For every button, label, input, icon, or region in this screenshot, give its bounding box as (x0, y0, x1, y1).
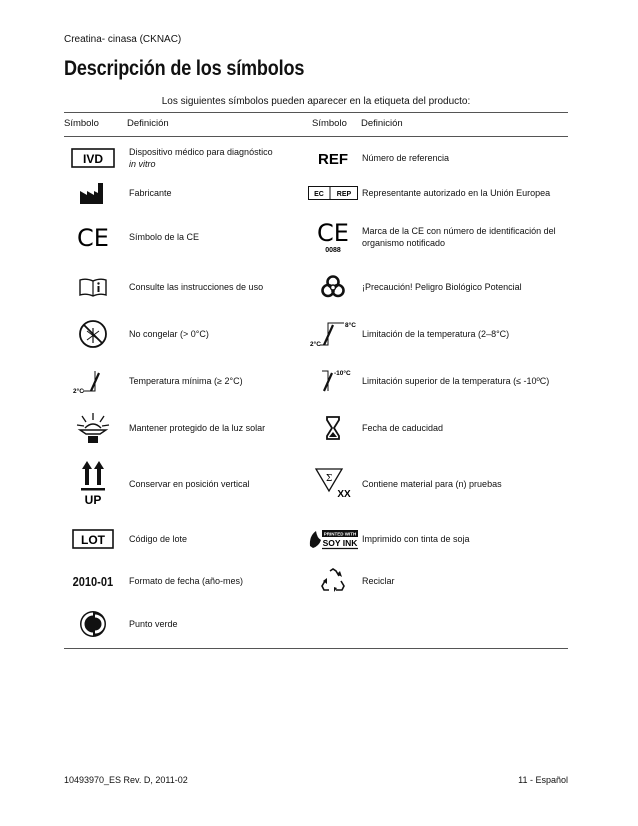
definition-cell: Representante autorizado en la Unión Europea (362, 188, 551, 198)
keep-from-sunlight-icon (64, 404, 122, 452)
definition-cell: Formato de fecha (año-mes) (129, 576, 244, 586)
svg-text:UP: UP (84, 493, 102, 507)
svg-text:EC: EC (314, 191, 324, 198)
svg-text:XX: XX (337, 489, 351, 500)
hourglass-icon (304, 404, 362, 452)
page-title: Descripción de los símbolos (64, 57, 305, 80)
svg-text:SOY INK: SOY INK (322, 538, 358, 548)
ec-rep-icon (304, 176, 362, 210)
header-symbol-2: Símbolo (312, 118, 347, 129)
definition-cell: Fecha de caducidad (362, 423, 444, 433)
svg-text:2°C: 2°C (310, 341, 321, 348)
max-temperature-icon (304, 358, 362, 404)
svg-text:REF: REF (318, 151, 348, 168)
table-bottom-rule (64, 648, 568, 649)
definition-cell: Marca de la CE con número de identificación del organismo notificado (362, 226, 556, 248)
table-row (64, 210, 568, 264)
manufacturer-icon (64, 176, 122, 210)
instructions-icon (64, 264, 122, 310)
do-not-freeze-icon (64, 310, 122, 358)
svg-text:-10°C: -10°C (334, 370, 351, 377)
definition-cell: Código de lote (129, 534, 188, 544)
biohazard-icon (304, 264, 362, 310)
definition-cell: Limitación superior de la temperatura (≤ -10ºC) (362, 376, 550, 386)
definition-cell: Temperatura mínima (≥ 2°C) (129, 376, 243, 386)
table-header-rule (64, 136, 568, 137)
header-definition-2: Definición (361, 118, 403, 129)
definition-cell: Fabricante (129, 188, 172, 198)
header-definition-1: Definición (127, 118, 169, 129)
definition-cell: Conservar en posición vertical (129, 479, 250, 489)
table-row (64, 140, 568, 176)
intro-text: Los siguientes símbolos pueden aparecer en la etiqueta del producto: (161, 96, 471, 107)
ivd-icon (64, 140, 122, 176)
definition-cell: Consulte las instrucciones de uso (129, 282, 264, 292)
recycle-icon (304, 562, 362, 600)
green-dot-icon (64, 600, 122, 648)
table-row (64, 562, 568, 600)
footer-doc-number: 10493970_ES Rev. D, 2011-02 (64, 775, 188, 785)
definition-cell: Reciclar (362, 576, 395, 586)
ref-icon (304, 140, 362, 176)
definition-cell: Punto verde (129, 619, 178, 629)
svg-text:Σ: Σ (325, 474, 333, 484)
definition-cell: ¡Precaución! Peligro Biológico Potencial (362, 282, 522, 292)
svg-text:0088: 0088 (325, 247, 341, 254)
definition-cell: Símbolo de la CE (129, 232, 200, 242)
definition-cell: Número de referencia (362, 153, 450, 163)
lot-icon (64, 516, 122, 562)
header-symbol-1: Símbolo (64, 118, 99, 129)
temperature-range-icon (304, 310, 362, 358)
table-top-rule (64, 112, 568, 113)
definition-cell: Dispositivo médico para diagnóstico in vitro (129, 147, 273, 169)
definition-cell: Contiene material para (n) pruebas (362, 479, 502, 489)
svg-text:IVD: IVD (82, 152, 104, 166)
footer-page-number: 11 - Español (518, 775, 568, 785)
definition-cell: Limitación de la temperatura (2–8°C) (362, 329, 510, 339)
soy-ink-icon (304, 516, 362, 562)
svg-text:REP: REP (336, 191, 352, 198)
definition-cell: Imprimido con tinta de soja (362, 534, 470, 544)
svg-text:CE: CE (77, 225, 109, 249)
min-temperature-icon (64, 358, 122, 404)
contains-tests-icon (304, 452, 362, 516)
svg-text:8°C: 8°C (345, 322, 356, 329)
table-row (64, 358, 568, 404)
document-header: Creatina- cinasa (CKNAC) (64, 34, 182, 45)
definition-cell: No congelar (> 0°C) (129, 329, 209, 339)
table-row (64, 404, 568, 452)
table-row (64, 176, 568, 210)
definition-cell: Mantener protegido de la luz solar (129, 423, 266, 433)
svg-text:CE: CE (317, 219, 349, 247)
table-row (64, 310, 568, 358)
table-row (64, 516, 568, 562)
ce-0088-icon (304, 210, 362, 264)
svg-text:PRINTED WITH: PRINTED WITH (323, 531, 357, 537)
this-way-up-icon (64, 452, 122, 516)
svg-text:2°C: 2°C (73, 388, 84, 395)
ce-mark-icon (64, 210, 122, 264)
table-header (64, 118, 568, 132)
table-row (64, 600, 568, 648)
date-format-text: 2010-01 (72, 573, 114, 589)
table-row (64, 264, 568, 310)
table-row (64, 452, 568, 516)
svg-text:LOT: LOT (81, 533, 105, 547)
